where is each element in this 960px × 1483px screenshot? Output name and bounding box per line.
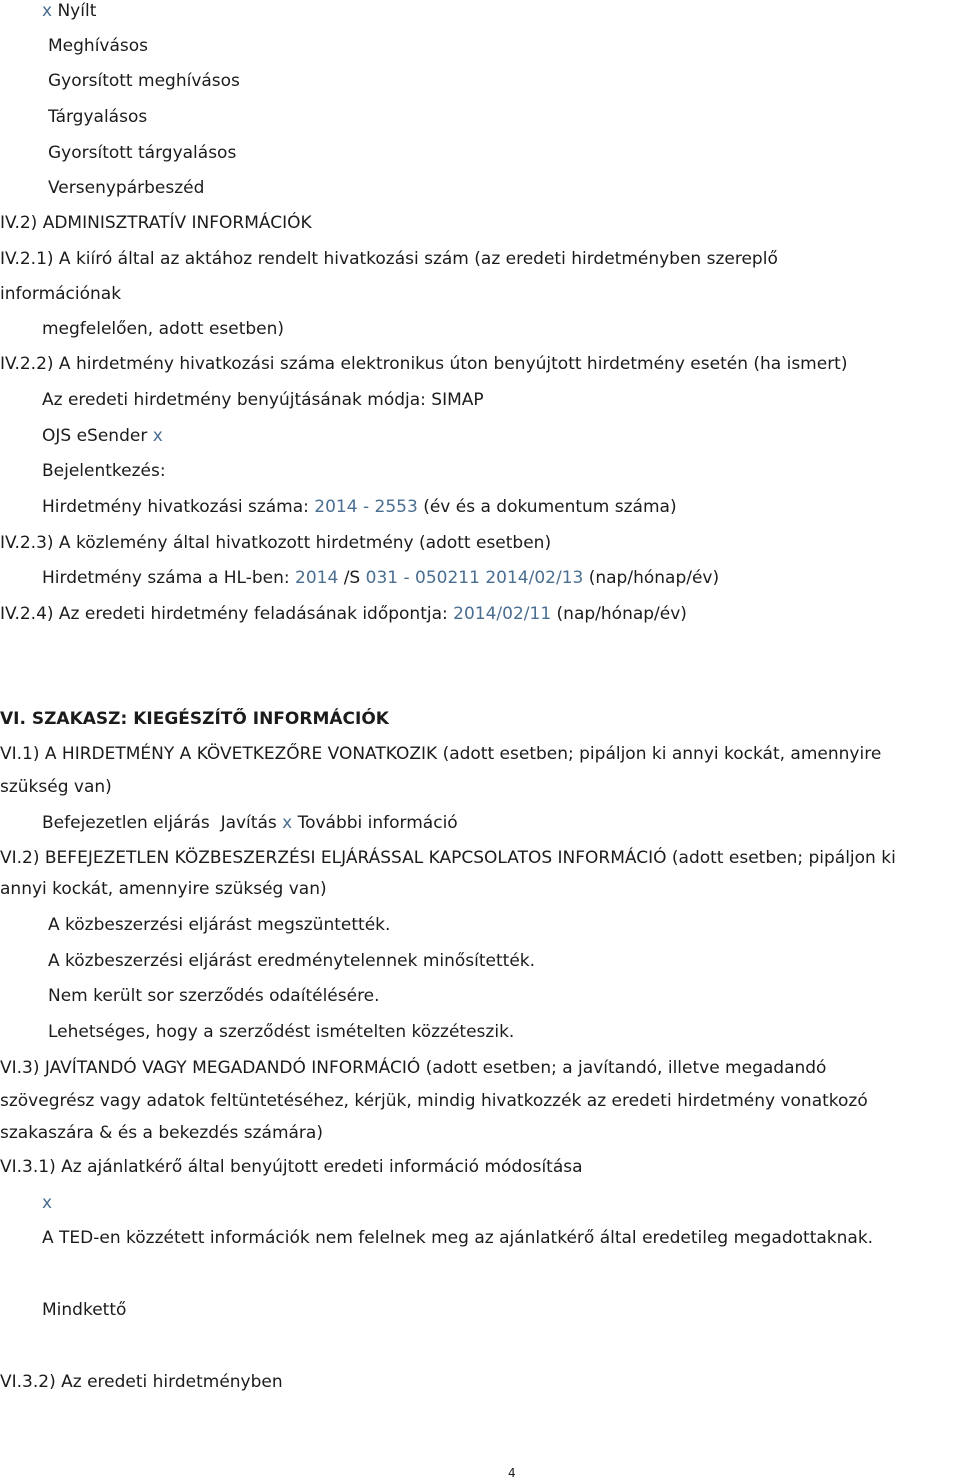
procedure-option-versenyparbeszed: Versenypárbeszéd [48, 178, 205, 198]
option-correction: Javítás [220, 813, 277, 833]
section-iv21-title: IV.2.1) A kiíró által az aktához rendelt hivatkozási szám (az eredeti hirdetményben szereplő [0, 249, 778, 269]
section-iv21-title-cont: információnak [0, 284, 122, 304]
section-vi1-title: VI.1) A HIRDETMÉNY A KÖVETKEZŐRE VONATKOZIK (adott esetben; pipáljon ki annyi kockát, amennyire [0, 744, 882, 764]
vi2-option-terminated: A közbeszerzési eljárást megszüntették. [48, 915, 391, 935]
checked-mark: x [42, 1193, 53, 1213]
vi2-option-no-award: Nem került sor szerződés odaítélésére. [48, 986, 380, 1006]
notice-reference [42, 496, 677, 518]
reference-value: 2014 - 2553 [314, 497, 418, 517]
section-vi3-title-cont: szövegrész vagy adatok feltüntetéséhez, kérjük, mindig hivatkozzék az eredeti hirdetmény vonatkozó [0, 1091, 868, 1111]
section-iv21-title-cont2: megfelelően, adott esetben) [42, 319, 285, 339]
vi31-option-both: Mindkettő [42, 1300, 127, 1320]
oj-date-format: (nap/hónap/év) [588, 568, 720, 588]
procedure-label: Nyílt [57, 1, 97, 21]
option-incomplete-procedure: Befejezetlen eljárás [42, 813, 210, 833]
reference-label: Hirdetmény hivatkozási száma: [42, 497, 309, 517]
login-label: Bejelentkezés: [42, 461, 166, 481]
dispatch-label: IV.2.4) Az eredeti hirdetmény feladásának időpontja: [0, 604, 448, 624]
notice-type-options [42, 812, 458, 834]
section-iv24 [0, 603, 687, 625]
ojs-esender-option [42, 425, 163, 447]
oj-year: 2014 [295, 568, 339, 588]
vi2-option-unsuccessful: A közbeszerzési eljárást eredménytelennek minősítették. [48, 951, 536, 971]
section-iv22-title: IV.2.2) A hirdetmény hivatkozási száma elektronikus úton benyújtott hirdetmény esetén (ha ismert) [0, 354, 848, 374]
section-iv23-title: IV.2.3) A közlemény által hivatkozott hirdetmény (adott esetben) [0, 533, 552, 553]
checked-mark: x [282, 813, 293, 833]
dispatch-date: 2014/02/11 [453, 604, 552, 624]
section-vi3-title: VI.3) JAVÍTANDÓ VAGY MEGADANDÓ INFORMÁCIÓ (adott esetben; a javítandó, illetve megadandó [0, 1058, 827, 1078]
oj-number: 031 - 050211 [365, 568, 480, 588]
section-vi3-title-cont2: szakaszára & és a bekezdés számára) [0, 1123, 323, 1143]
vi2-option-republish: Lehetséges, hogy a szerződést ismételten közzéteszik. [48, 1022, 515, 1042]
section-vi1-title-cont: szükség van) [0, 777, 112, 797]
procedure-option-targyalasos: Tárgyalásos [48, 107, 148, 127]
option-additional-info: További információ [297, 813, 458, 833]
procedure-option-nyilt [42, 0, 96, 22]
oj-label: Hirdetmény száma a HL-ben: [42, 568, 290, 588]
section-vi32-title: VI.3.2) Az eredeti hirdetményben [0, 1372, 283, 1392]
oj-notice-number [42, 567, 719, 589]
section-vi31-title: VI.3.1) Az ajánlatkérő által benyújtott eredeti információ módosítása [0, 1157, 583, 1177]
section-vi2-title-cont: annyi kockát, amennyire szükség van) [0, 879, 327, 899]
page-number: 4 [508, 1466, 516, 1480]
ojs-label: OJS eSender [42, 426, 148, 446]
procedure-option-meghivasos: Meghívásos [48, 36, 149, 56]
oj-series: /S [343, 568, 361, 588]
section-heading-vi: VI. SZAKASZ: KIEGÉSZÍTŐ INFORMÁCIÓK [0, 709, 389, 729]
procedure-option-gyorsitott-targyalasos: Gyorsított tárgyalásos [48, 143, 237, 163]
submission-mode: Az eredeti hirdetmény benyújtásának módja: SIMAP [42, 390, 484, 410]
vi31-option-ted-mismatch: A TED-en közzétett információk nem felelnek meg az ajánlatkérő által eredetileg megadottaknak. [42, 1228, 874, 1248]
checked-mark: x [152, 426, 163, 446]
section-heading-iv2: IV.2) ADMINISZTRATÍV INFORMÁCIÓK [0, 213, 312, 233]
reference-suffix: (év és a dokumentum száma) [423, 497, 677, 517]
oj-date: 2014/02/13 [485, 568, 584, 588]
checked-mark: x [42, 1, 53, 21]
section-vi2-title: VI.2) BEFEJEZETLEN KÖZBESZERZÉSI ELJÁRÁSSAL KAPCSOLATOS INFORMÁCIÓ (adott esetben; pipáljon ki [0, 848, 896, 868]
dispatch-date-format: (nap/hónap/év) [556, 604, 687, 624]
procedure-option-gyorsitott-meghivasos: Gyorsított meghívásos [48, 71, 240, 91]
